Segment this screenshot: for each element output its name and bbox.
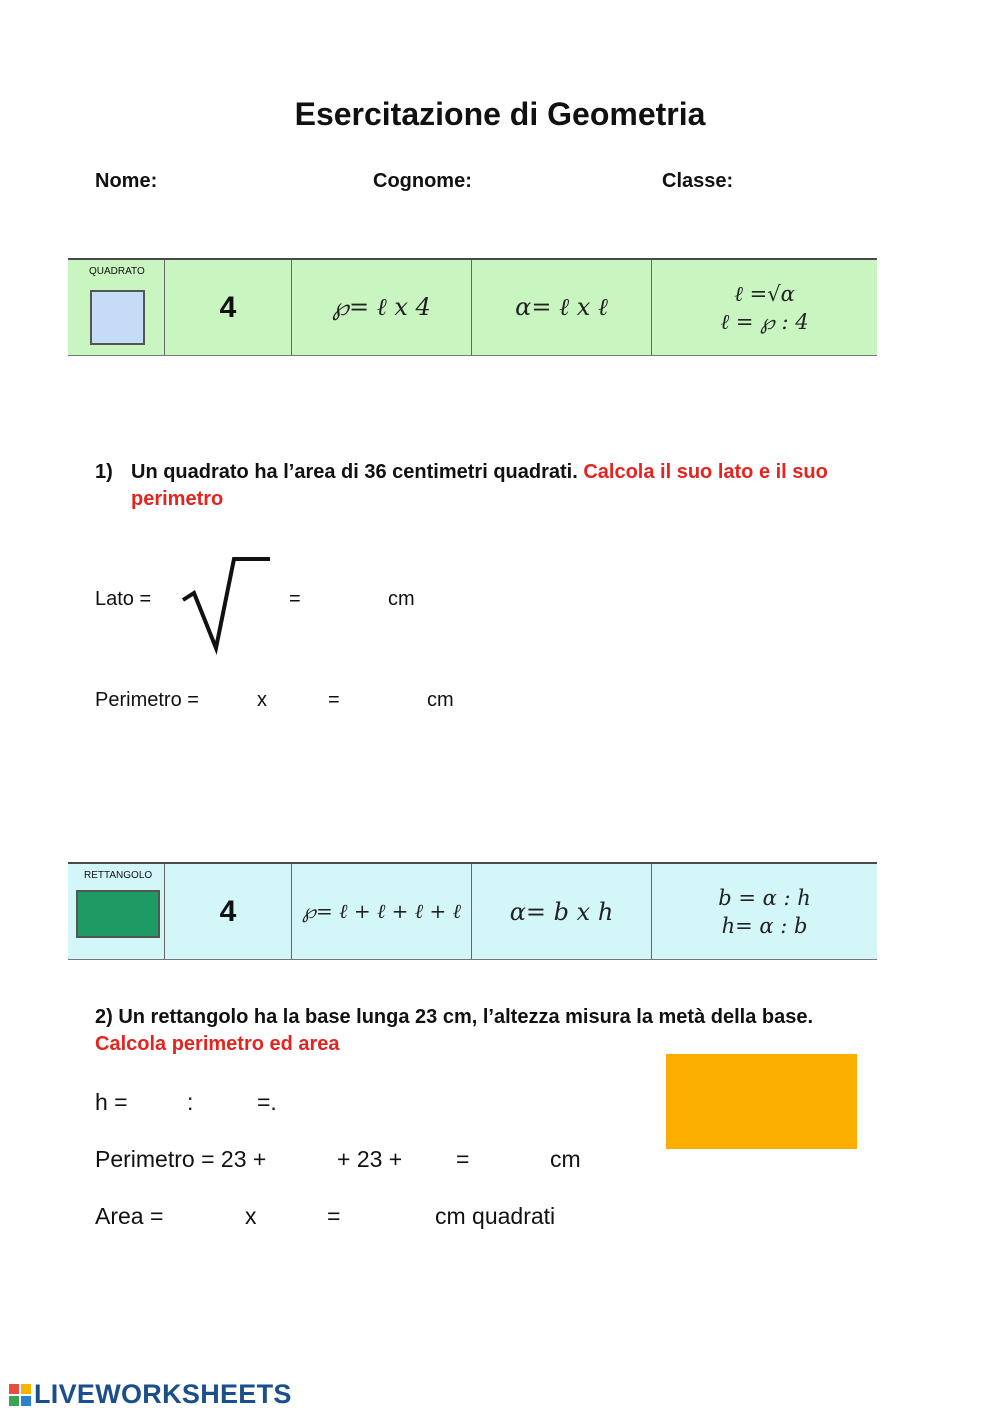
area-equals: = <box>327 1203 341 1229</box>
rectangle-shape-cell <box>68 864 165 959</box>
rectangle-label: RETTANGOLO <box>84 870 153 881</box>
logo-icon <box>8 1383 32 1407</box>
rectangle-shape <box>76 890 160 938</box>
lato-equals: = <box>289 588 301 610</box>
perimetro2-unit: cm <box>550 1146 581 1172</box>
orange-rectangle <box>666 1054 857 1149</box>
h-label: h = <box>95 1089 128 1115</box>
square-area-formula: ɑ= ℓ x ℓ <box>472 260 652 355</box>
square-perimeter-formula: ℘= ℓ x 4 <box>292 260 472 355</box>
rectangle-sides: 4 <box>165 864 292 959</box>
rectangle-base-from-area: b = ɑ : h <box>718 885 811 910</box>
perimetro2-plus: + 23 + <box>337 1146 403 1172</box>
perimetro1-unit: cm <box>427 689 454 711</box>
q2-statement: 2) Un rettangolo ha la base lunga 23 cm, l’altezza misura la metà della base. <box>95 1006 814 1028</box>
square-shape-cell <box>68 260 165 355</box>
q1-text <box>131 459 921 513</box>
classe-label: Classe: <box>662 170 734 192</box>
square-shape <box>90 290 145 345</box>
cognome-label: Cognome: <box>373 170 472 192</box>
rectangle-area-formula: ɑ= b x h <box>472 864 652 959</box>
q1-number: 1) <box>95 461 113 483</box>
perimetro1-equals: = <box>328 689 340 711</box>
rectangle-height-from-area: h= ɑ : b <box>721 913 808 938</box>
square-side-from-area: ℓ =√ɑ <box>734 281 795 306</box>
rectangle-inverse-formulas <box>652 864 877 959</box>
perimetro2-label: Perimetro = 23 + <box>95 1146 267 1172</box>
perimetro1-times: x <box>257 689 267 711</box>
rectangle-perimeter-formula: ℘= ℓ + ℓ + ℓ + ℓ <box>292 864 472 959</box>
area-label: Area = <box>95 1203 164 1229</box>
square-formula-box <box>68 258 877 356</box>
square-sides: 4 <box>165 260 292 355</box>
q2-text <box>95 1004 955 1058</box>
liveworksheets-logo <box>8 1379 292 1410</box>
page-title: Esercitazione di Geometria <box>294 96 706 132</box>
square-label: QUADRATO <box>89 266 145 277</box>
perimetro2-equals: = <box>456 1146 470 1172</box>
h-colon: : <box>187 1089 194 1115</box>
area-times: x <box>245 1203 257 1229</box>
h-equals: =. <box>257 1089 277 1115</box>
square-root-symbol <box>180 555 272 655</box>
logo-text: LIVEWORKSHEETS <box>34 1379 292 1409</box>
area-unit: cm quadrati <box>435 1203 556 1229</box>
square-side-from-perimeter: ℓ = ℘ : 4 <box>720 309 809 334</box>
rectangle-formula-box <box>68 862 877 960</box>
q1-request: Calcola il suo lato e il suo perimetro <box>131 461 828 510</box>
nome-label: Nome: <box>95 170 158 192</box>
perimetro1-label: Perimetro = <box>95 689 199 711</box>
square-inverse-formulas <box>652 260 877 355</box>
q1-statement: Un quadrato ha l’area di 36 centimetri quadrati. <box>131 461 578 483</box>
q2-request: Calcola perimetro ed area <box>95 1033 340 1055</box>
lato-label: Lato = <box>95 588 152 610</box>
lato-unit: cm <box>388 588 415 610</box>
